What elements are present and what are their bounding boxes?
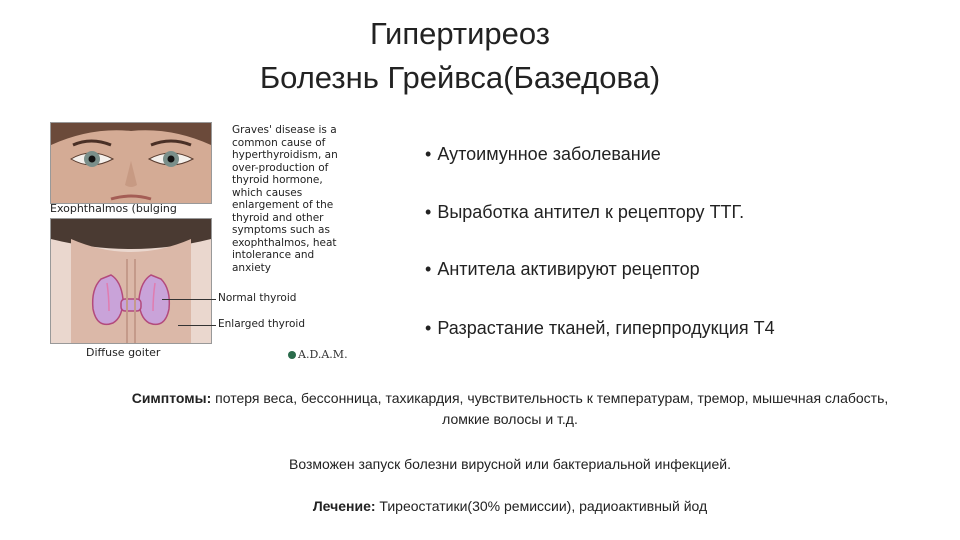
title-line-1: Гипертиреоз	[369, 16, 551, 51]
trigger-note: Возможен запуск болезни вирусной или бактериальной инфекцией.	[289, 456, 731, 472]
adam-logo	[288, 348, 348, 361]
normal-thyroid-label: Normal thyroid	[218, 292, 297, 304]
slide-title	[0, 12, 920, 100]
exophthalmos-caption: Exophthalmos (bulging	[50, 202, 177, 215]
symptoms-label: Симптомы:	[131, 390, 212, 406]
bullet-icon: •	[425, 318, 432, 338]
face-illustration	[51, 123, 211, 203]
symptoms-paragraph	[130, 388, 890, 430]
bullet-icon: •	[425, 144, 432, 164]
enlarged-thyroid-label: Enlarged thyroid	[218, 318, 305, 330]
key-point: • Аутоимунное заболевание	[425, 144, 661, 164]
exophthalmos-face-image	[50, 122, 212, 204]
bullet-icon: •	[425, 259, 432, 279]
key-point: • Антитела активируют рецептор	[425, 259, 700, 279]
graves-illustration	[50, 122, 370, 362]
graves-description: Graves' disease is a common cause of hyperthyroidism, an over-production of thyroid hormone, which causes enlargement of the thyroid and other symptoms such as exophthalmos, heat intolerance and anxiety	[232, 124, 338, 274]
key-point: • Разрастание тканей, гиперпродукция Т4	[425, 318, 775, 338]
adam-logo-text: A.D.A.M.	[298, 348, 348, 361]
title-line-2: Болезнь Грейвса(Базедова)	[259, 60, 661, 95]
key-point: • Выработка антител к рецептору ТТГ.	[425, 202, 745, 222]
normal-thyroid-leader	[162, 299, 216, 300]
treatment-label: Лечение:	[312, 498, 376, 514]
symptoms-text: потеря веса, бессонница, тахикардия, чувствительность к температурам, тремор, мышечная слабость, ломкие волосы и т.д.	[211, 390, 889, 427]
treatment-paragraph	[130, 496, 890, 517]
adam-logo-icon	[288, 351, 296, 359]
treatment-text: Тиреостатики(30% ремиссии), радиоактивный йод	[375, 498, 708, 514]
enlarged-thyroid-leader	[178, 325, 216, 326]
diffuse-goiter-caption: Diffuse goiter	[86, 346, 161, 359]
bullet-icon: •	[425, 202, 432, 222]
